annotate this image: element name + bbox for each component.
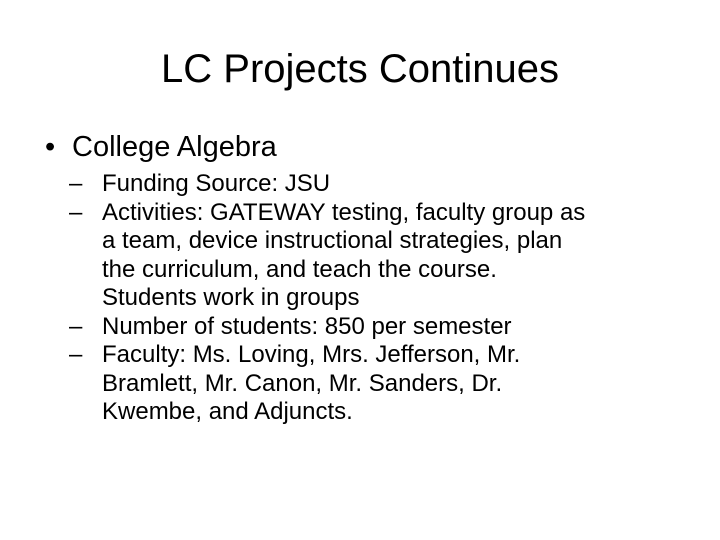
- sub-bullet-line: Bramlett, Mr. Canon, Mr. Sanders, Dr.: [102, 369, 503, 397]
- sub-bullet-list: [69, 170, 702, 427]
- dash-marker: –: [69, 312, 83, 340]
- sub-bullet-line: Faculty: Ms. Loving, Mrs. Jefferson, Mr.: [102, 341, 521, 368]
- bullet-marker: •: [45, 131, 56, 163]
- sub-bullet-line: Number of students: 850 per semester: [102, 312, 512, 340]
- sub-bullet-number-of-students: [69, 312, 702, 342]
- dash-marker: –: [69, 341, 83, 368]
- sub-bullet-faculty: [69, 341, 702, 427]
- sub-bullet-activities: [69, 198, 702, 313]
- bullet-college-algebra: [45, 128, 277, 166]
- sub-bullet-line: a team, device instructional strategies, plan: [102, 227, 563, 254]
- sub-bullet-line: the curriculum, and teach the course.: [102, 255, 497, 283]
- bullet-text: College Algebra: [72, 131, 277, 163]
- sub-bullet-funding-source: [69, 170, 702, 199]
- dash-marker: –: [69, 198, 83, 226]
- sub-bullet-line: Activities: GATEWAY testing, faculty group as: [102, 198, 586, 226]
- sub-bullet-line: Students work in groups: [102, 284, 360, 311]
- slide-title: LC Projects Continues: [161, 47, 559, 91]
- sub-bullet-line: Kwembe, and Adjuncts.: [102, 398, 353, 425]
- dash-marker: –: [69, 170, 83, 197]
- sub-bullet-line: Funding Source: JSU: [102, 170, 331, 197]
